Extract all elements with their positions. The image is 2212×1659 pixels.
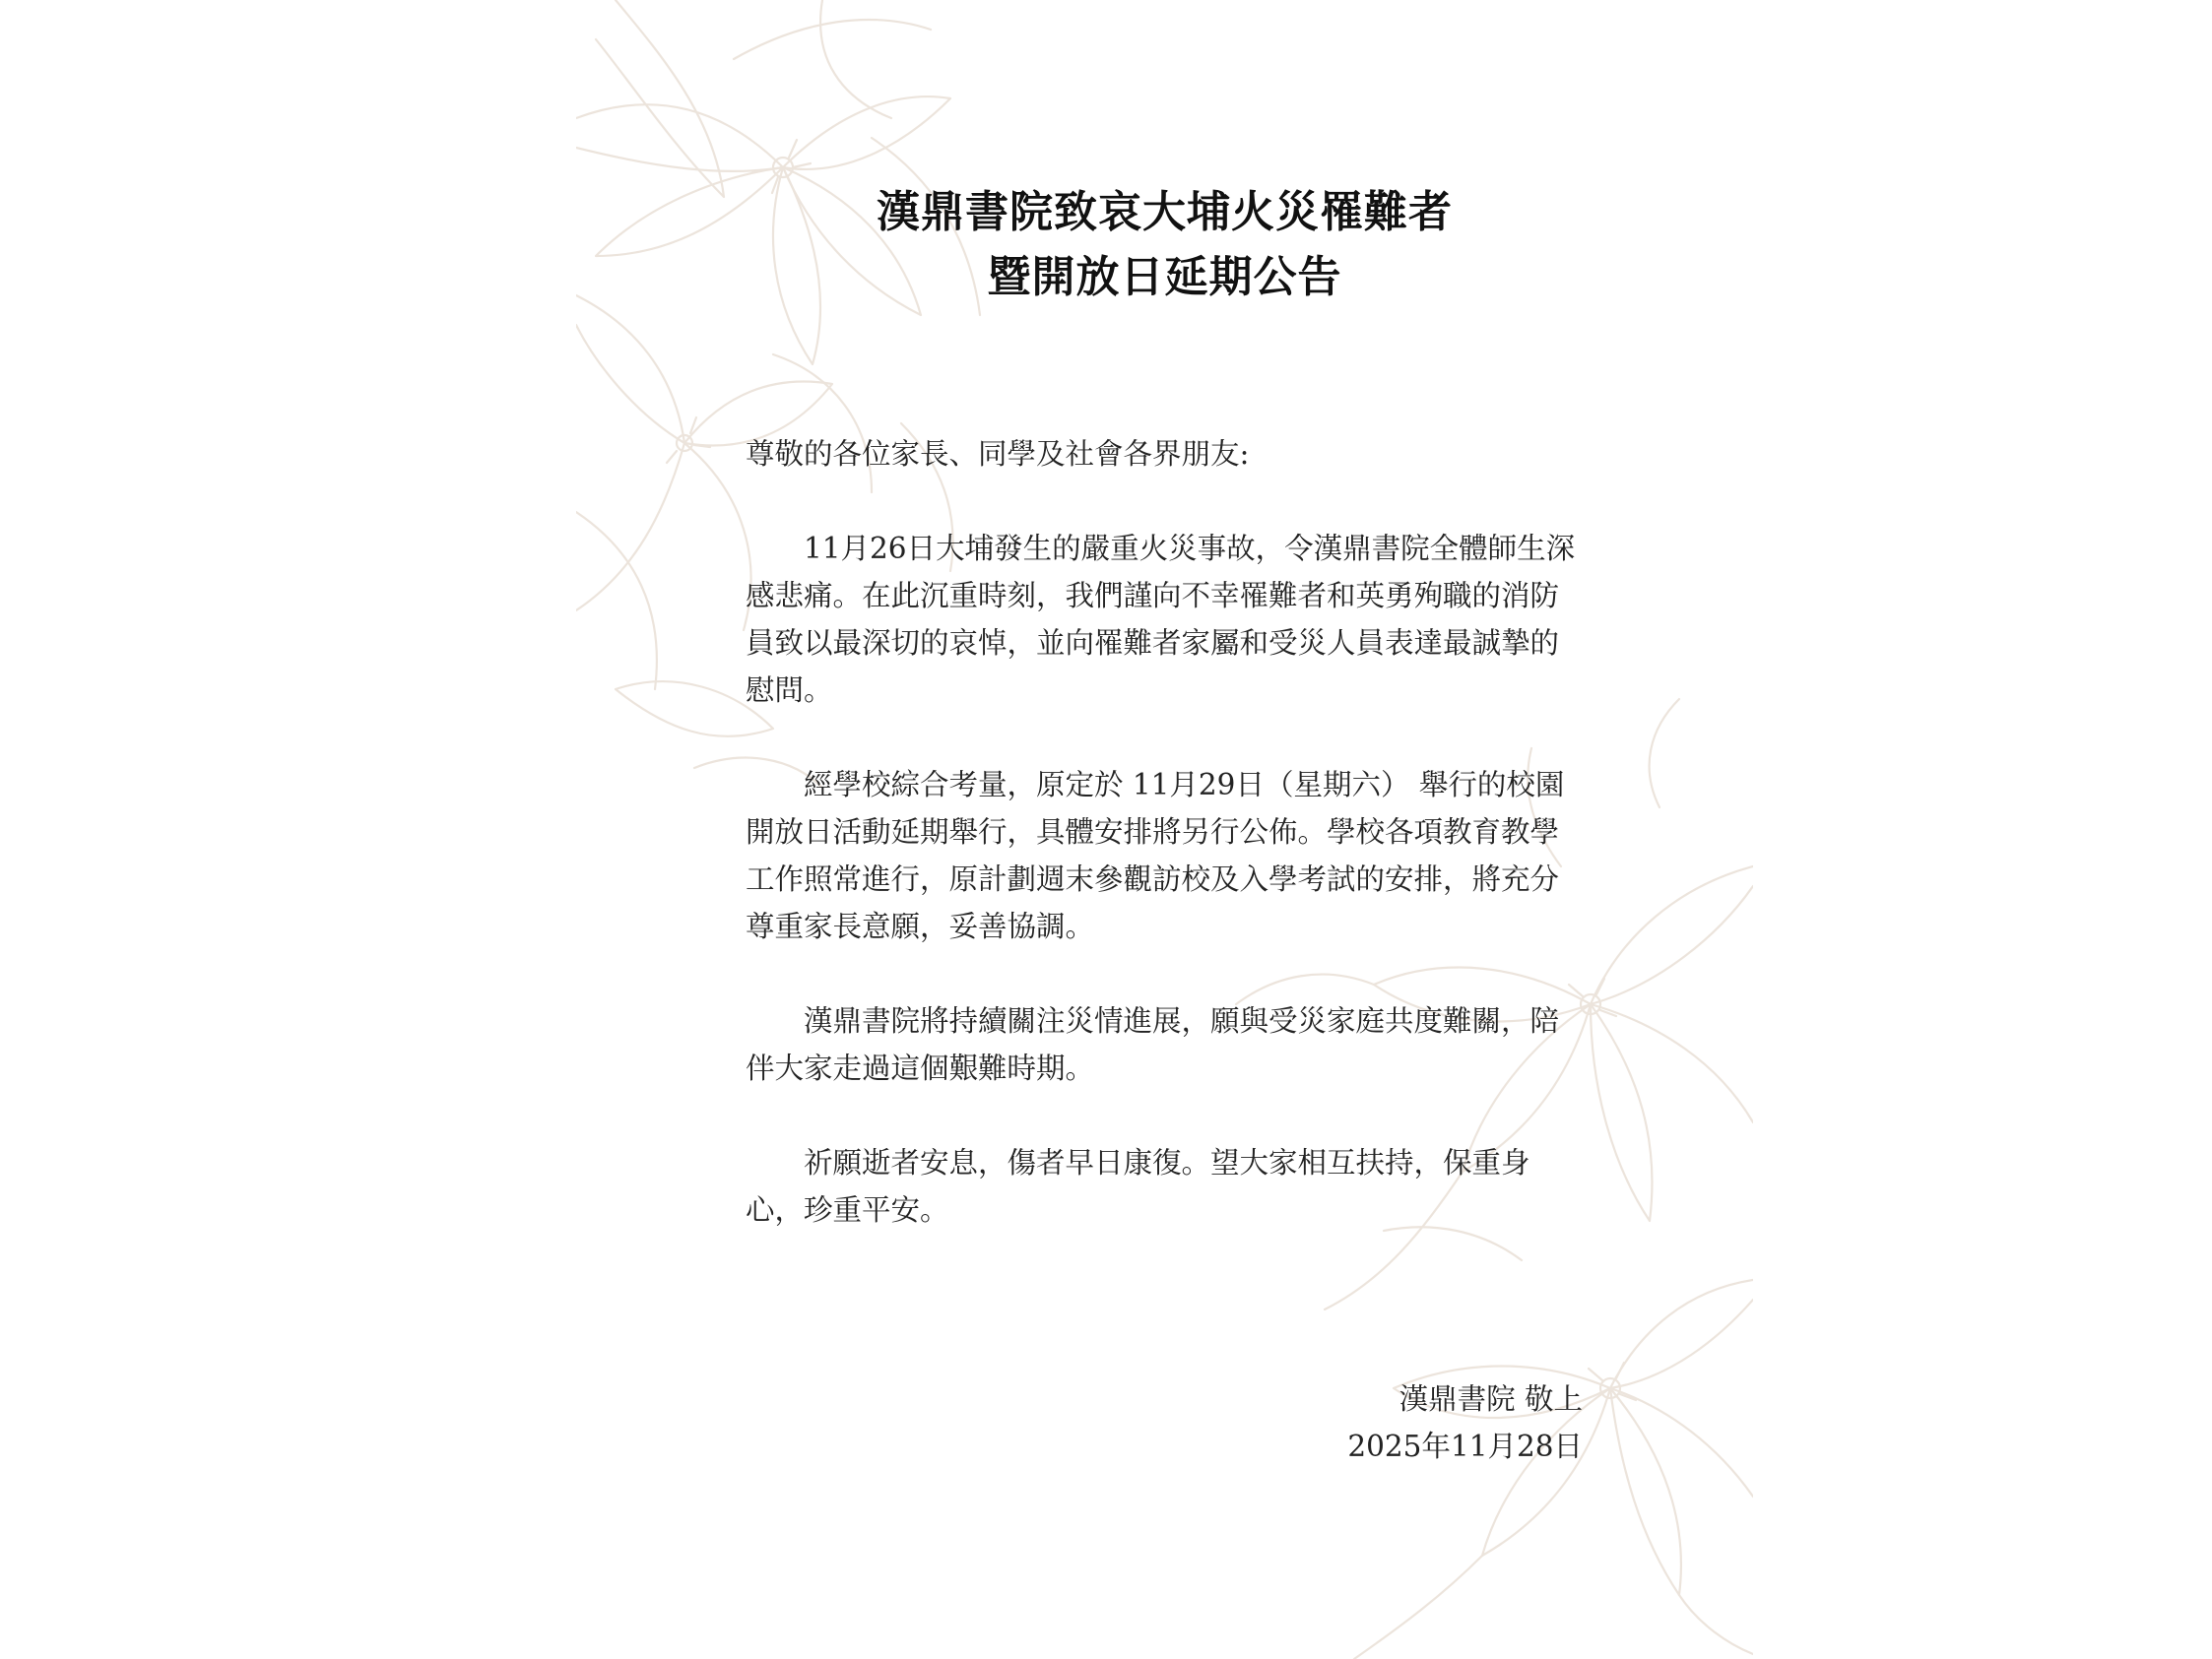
notice-body [746, 430, 1583, 1234]
signature: 漢鼎書院 敬上 [1399, 1382, 1583, 1416]
notice-date: 2025年11月28日 [1347, 1430, 1583, 1463]
notice-sheet [576, 0, 1753, 1659]
paragraph-condolence: 11月26日大埔發生的嚴重火災事故，令漢鼎書院全體師生深感悲痛。在此沉重時刻，我們謹向不幸罹難者和英勇殉職的消防員致以最深切的哀悼，並向罹難者家屬和受災人員表達最誠摯的慰問。 [746, 532, 1576, 707]
salutation: 尊敬的各位家長、同學及社會各界朋友: [746, 437, 1250, 471]
signature-block [746, 1375, 1583, 1470]
title-line-2: 暨開放日延期公告 [987, 252, 1342, 302]
title-line-1: 漢鼎書院致哀大埔火災罹難者 [877, 187, 1453, 237]
notice-title [576, 180, 1753, 310]
paragraph-support: 漢鼎書院將持續關注災情進展，願與受災家庭共度難關，陪伴大家走過這個艱難時期。 [746, 1004, 1560, 1085]
paragraph-blessing: 祈願逝者安息，傷者早日康復。望大家相互扶持，保重身心，珍重平安。 [746, 1146, 1530, 1227]
paragraph-open-day-postponed: 經學校綜合考量，原定於 11月29日（星期六） 舉行的校園開放日活動延期舉行，具體安排將另行公佈。學校各項教育教學工作照常進行，原計劃週末參觀訪校及入學考試的安排，將充分尊重家長意願，妥善協調。 [746, 768, 1565, 943]
